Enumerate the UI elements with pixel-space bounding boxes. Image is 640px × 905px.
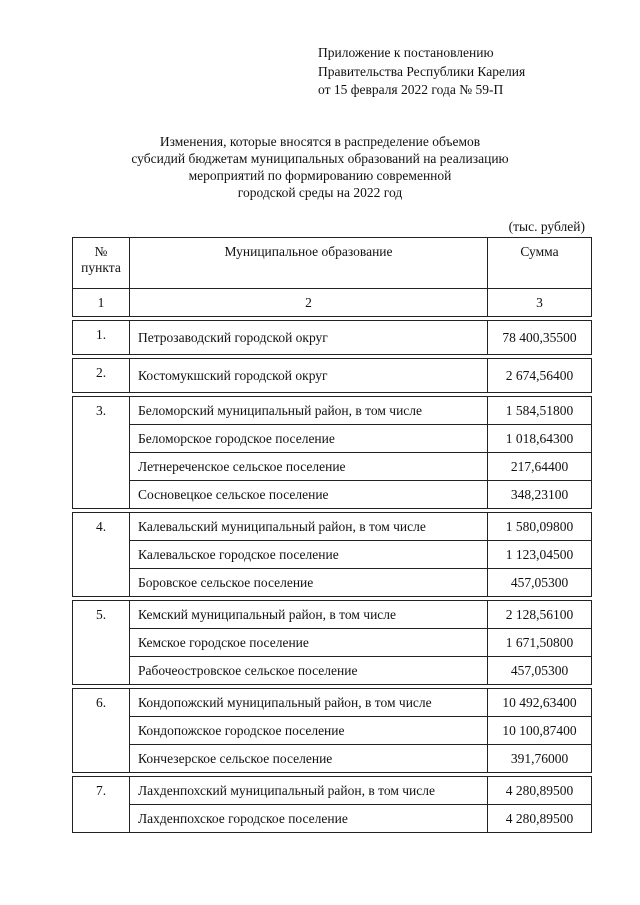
row-number: 2. (73, 359, 130, 393)
subsidy-amount: 1 671,50800 (488, 629, 592, 657)
subsidy-amount: 1 584,51800 (488, 397, 592, 425)
subsidy-amount: 1 580,09800 (488, 513, 592, 541)
subsidy-amount: 2 674,56400 (488, 359, 592, 393)
column-number-row (73, 289, 592, 317)
municipality-name: Калевальское городское поселение (130, 541, 488, 569)
municipality-name: Сосновецкое сельское поселение (130, 481, 488, 509)
table-row (73, 513, 592, 541)
municipality-name: Кемское городское поселение (130, 629, 488, 657)
municipality-name: Беломорский муниципальный район, в том числе (130, 397, 488, 425)
row-number: 7. (73, 777, 130, 833)
header-name: Муниципальное образование (130, 238, 488, 289)
subsidy-amount: 457,05300 (488, 657, 592, 685)
subsidy-amount: 10 492,63400 (488, 689, 592, 717)
title-line: мероприятий по формированию современной (188, 168, 452, 183)
header-sum: Сумма (488, 238, 592, 289)
subsidy-amount: 10 100,87400 (488, 717, 592, 745)
municipality-name: Калевальский муниципальный район, в том числе (130, 513, 488, 541)
row-number: 4. (73, 513, 130, 597)
title-line: субсидий бюджетам муниципальных образований на реализацию (131, 151, 509, 166)
row-number: 5. (73, 601, 130, 685)
municipality-name: Кончезерское сельское поселение (130, 745, 488, 773)
header-num (73, 238, 130, 289)
appendix-line: от 15 февраля 2022 года № 59-П (318, 82, 504, 97)
table-row (73, 481, 592, 509)
title-line: городской среды на 2022 год (237, 185, 403, 200)
municipality-name: Боровское сельское поселение (130, 569, 488, 597)
municipality-name: Лахденпохский муниципальный район, в том числе (130, 777, 488, 805)
subsidy-amount: 4 280,89500 (488, 805, 592, 833)
column-number: 1 (73, 289, 130, 317)
table-row (73, 569, 592, 597)
subsidy-amount: 78 400,35500 (488, 321, 592, 355)
appendix-line: Приложение к постановлению (318, 45, 494, 60)
table-row (73, 425, 592, 453)
municipality-name: Кондопожское городское поселение (130, 717, 488, 745)
subsidy-amount: 2 128,56100 (488, 601, 592, 629)
table-row (73, 689, 592, 717)
table-row (73, 601, 592, 629)
table-header-row (73, 238, 592, 289)
subsidy-amount: 217,64400 (488, 453, 592, 481)
table-row (73, 657, 592, 685)
municipality-name: Кондопожский муниципальный район, в том числе (130, 689, 488, 717)
table-row (73, 717, 592, 745)
subsidy-amount: 1 123,04500 (488, 541, 592, 569)
municipality-name: Рабочеостровское сельское поселение (130, 657, 488, 685)
row-number: 1. (73, 321, 130, 355)
units-label: (тыс. рублей) (508, 219, 585, 234)
table-row (73, 359, 592, 393)
header-num-line2: пункта (81, 260, 121, 275)
municipality-name: Петрозаводский городской округ (130, 321, 488, 355)
subsidy-amount: 457,05300 (488, 569, 592, 597)
table-row (73, 541, 592, 569)
subsidy-amount: 391,76000 (488, 745, 592, 773)
header-num-line1: № (94, 244, 108, 259)
table-row (73, 397, 592, 425)
row-number: 6. (73, 689, 130, 773)
municipality-name: Кемский муниципальный район, в том числе (130, 601, 488, 629)
subsidy-amount: 4 280,89500 (488, 777, 592, 805)
table-row (73, 777, 592, 805)
subsidy-amount: 1 018,64300 (488, 425, 592, 453)
subsidy-table (72, 237, 592, 833)
column-number: 3 (488, 289, 592, 317)
municipality-name: Летнереченское сельское поселение (130, 453, 488, 481)
municipality-name: Костомукшский городской округ (130, 359, 488, 393)
table-row (73, 745, 592, 773)
appendix-header (318, 44, 525, 100)
title-line: Изменения, которые вносятся в распределение объемов (159, 134, 481, 149)
table-row (73, 805, 592, 833)
municipality-name: Лахденпохское городское поселение (130, 805, 488, 833)
row-number: 3. (73, 397, 130, 509)
table-row (73, 453, 592, 481)
appendix-line: Правительства Республики Карелия (318, 63, 526, 79)
column-number: 2 (130, 289, 488, 317)
table-row (73, 321, 592, 355)
subsidy-amount: 348,23100 (488, 481, 592, 509)
table-row (73, 629, 592, 657)
table-body (73, 238, 592, 833)
document-title (0, 133, 640, 201)
municipality-name: Беломорское городское поселение (130, 425, 488, 453)
